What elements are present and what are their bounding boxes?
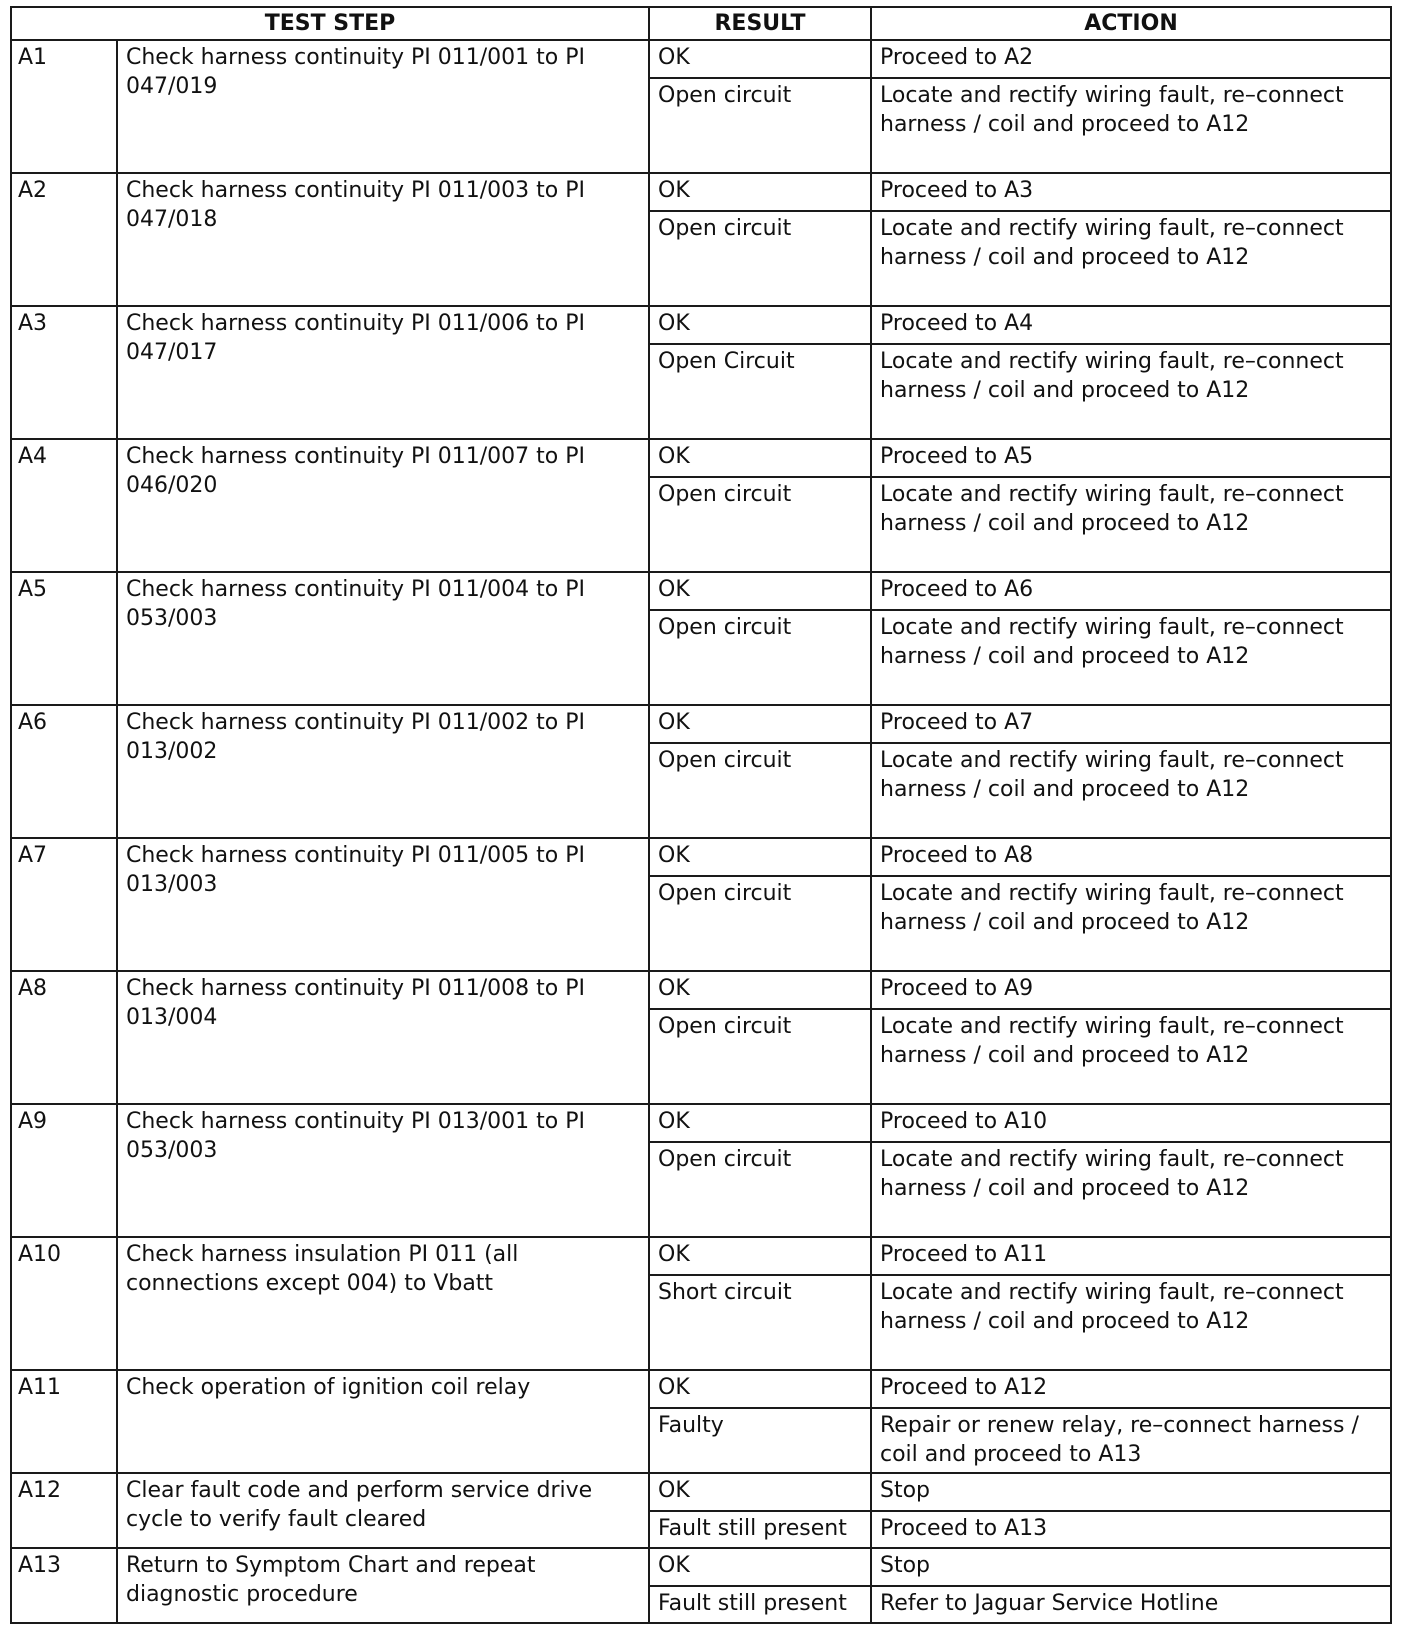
step-id: A9 (11, 1104, 117, 1237)
action-cell: Proceed to A10 (871, 1104, 1391, 1142)
diagnostic-table (10, 6, 1392, 1624)
step-description: Check harness continuity PI 011/004 to PI 053/003 (117, 572, 649, 705)
action-cell: Locate and rectify wiring fault, re–connect harness / coil and proceed to A12 (871, 876, 1391, 971)
action-cell: Locate and rectify wiring fault, re–connect harness / coil and proceed to A12 (871, 211, 1391, 306)
result-cell: Open circuit (649, 78, 871, 173)
step-id: A1 (11, 40, 117, 173)
action-cell: Proceed to A2 (871, 40, 1391, 78)
table-row (11, 1473, 1391, 1511)
action-cell: Proceed to A4 (871, 306, 1391, 344)
action-cell: Locate and rectify wiring fault, re–connect harness / coil and proceed to A12 (871, 1142, 1391, 1237)
step-id: A3 (11, 306, 117, 439)
action-cell: Locate and rectify wiring fault, re–connect harness / coil and proceed to A12 (871, 1275, 1391, 1370)
result-cell: OK (649, 1237, 871, 1275)
result-cell: OK (649, 40, 871, 78)
step-id: A7 (11, 838, 117, 971)
result-cell: Fault still present (649, 1586, 871, 1623)
step-id: A13 (11, 1548, 117, 1623)
action-cell: Locate and rectify wiring fault, re–connect harness / coil and proceed to A12 (871, 344, 1391, 439)
action-cell: Proceed to A3 (871, 173, 1391, 211)
step-description: Check harness continuity PI 013/001 to PI 053/003 (117, 1104, 649, 1237)
result-cell: Faulty (649, 1408, 871, 1473)
action-cell: Proceed to A5 (871, 439, 1391, 477)
action-cell: Proceed to A8 (871, 838, 1391, 876)
action-cell: Locate and rectify wiring fault, re–connect harness / coil and proceed to A12 (871, 477, 1391, 572)
step-description: Check harness continuity PI 011/001 to PI 047/019 (117, 40, 649, 173)
result-cell: Open Circuit (649, 344, 871, 439)
action-cell: Proceed to A6 (871, 572, 1391, 610)
step-description: Check harness continuity PI 011/005 to PI 013/003 (117, 838, 649, 971)
result-cell: OK (649, 1370, 871, 1408)
result-cell: Open circuit (649, 211, 871, 306)
result-cell: OK (649, 1104, 871, 1142)
table-row (11, 439, 1391, 477)
table-row (11, 971, 1391, 1009)
result-cell: OK (649, 439, 871, 477)
action-cell: Proceed to A11 (871, 1237, 1391, 1275)
table-row (11, 40, 1391, 78)
header-result: RESULT (649, 7, 871, 40)
action-cell: Refer to Jaguar Service Hotline (871, 1586, 1391, 1623)
step-description: Check harness continuity PI 011/008 to PI 013/004 (117, 971, 649, 1104)
result-cell: Open circuit (649, 743, 871, 838)
action-cell: Proceed to A12 (871, 1370, 1391, 1408)
step-description: Clear fault code and perform service drive cycle to verify fault cleared (117, 1473, 649, 1548)
step-id: A11 (11, 1370, 117, 1473)
step-id: A12 (11, 1473, 117, 1548)
step-description: Check harness continuity PI 011/003 to PI 047/018 (117, 173, 649, 306)
result-cell: Open circuit (649, 1009, 871, 1104)
result-cell: Fault still present (649, 1511, 871, 1548)
action-cell: Proceed to A9 (871, 971, 1391, 1009)
result-cell: OK (649, 838, 871, 876)
result-cell: OK (649, 173, 871, 211)
result-cell: Open circuit (649, 477, 871, 572)
header-action: ACTION (871, 7, 1391, 40)
table-row (11, 1104, 1391, 1142)
step-description: Return to Symptom Chart and repeat diagnostic procedure (117, 1548, 649, 1623)
action-cell: Stop (871, 1548, 1391, 1586)
step-id: A2 (11, 173, 117, 306)
action-cell: Locate and rectify wiring fault, re–connect harness / coil and proceed to A12 (871, 1009, 1391, 1104)
step-id: A10 (11, 1237, 117, 1370)
table-row (11, 1237, 1391, 1275)
result-cell: OK (649, 1548, 871, 1586)
result-cell: OK (649, 306, 871, 344)
result-cell: Short circuit (649, 1275, 871, 1370)
result-cell: OK (649, 705, 871, 743)
step-id: A5 (11, 572, 117, 705)
table-row (11, 572, 1391, 610)
action-cell: Proceed to A13 (871, 1511, 1391, 1548)
result-cell: Open circuit (649, 1142, 871, 1237)
table-row (11, 838, 1391, 876)
action-cell: Locate and rectify wiring fault, re–connect harness / coil and proceed to A12 (871, 610, 1391, 705)
step-id: A8 (11, 971, 117, 1104)
result-cell: OK (649, 1473, 871, 1511)
header-row (11, 7, 1391, 40)
table-row (11, 306, 1391, 344)
action-cell: Repair or renew relay, re–connect harness / coil and proceed to A13 (871, 1408, 1391, 1473)
action-cell: Locate and rectify wiring fault, re–connect harness / coil and proceed to A12 (871, 78, 1391, 173)
result-cell: OK (649, 572, 871, 610)
action-cell: Locate and rectify wiring fault, re–connect harness / coil and proceed to A12 (871, 743, 1391, 838)
step-id: A6 (11, 705, 117, 838)
step-id: A4 (11, 439, 117, 572)
table-body (11, 40, 1391, 1623)
step-description: Check operation of ignition coil relay (117, 1370, 649, 1473)
result-cell: Open circuit (649, 610, 871, 705)
table-row (11, 705, 1391, 743)
action-cell: Proceed to A7 (871, 705, 1391, 743)
result-cell: Open circuit (649, 876, 871, 971)
result-cell: OK (649, 971, 871, 1009)
table-row (11, 1370, 1391, 1408)
step-description: Check harness continuity PI 011/007 to PI 046/020 (117, 439, 649, 572)
action-cell: Stop (871, 1473, 1391, 1511)
table-row (11, 1548, 1391, 1586)
step-description: Check harness insulation PI 011 (all connections except 004) to Vbatt (117, 1237, 649, 1370)
table-row (11, 173, 1391, 211)
step-description: Check harness continuity PI 011/002 to PI 013/002 (117, 705, 649, 838)
header-test-step: TEST STEP (11, 7, 649, 40)
step-description: Check harness continuity PI 011/006 to PI 047/017 (117, 306, 649, 439)
